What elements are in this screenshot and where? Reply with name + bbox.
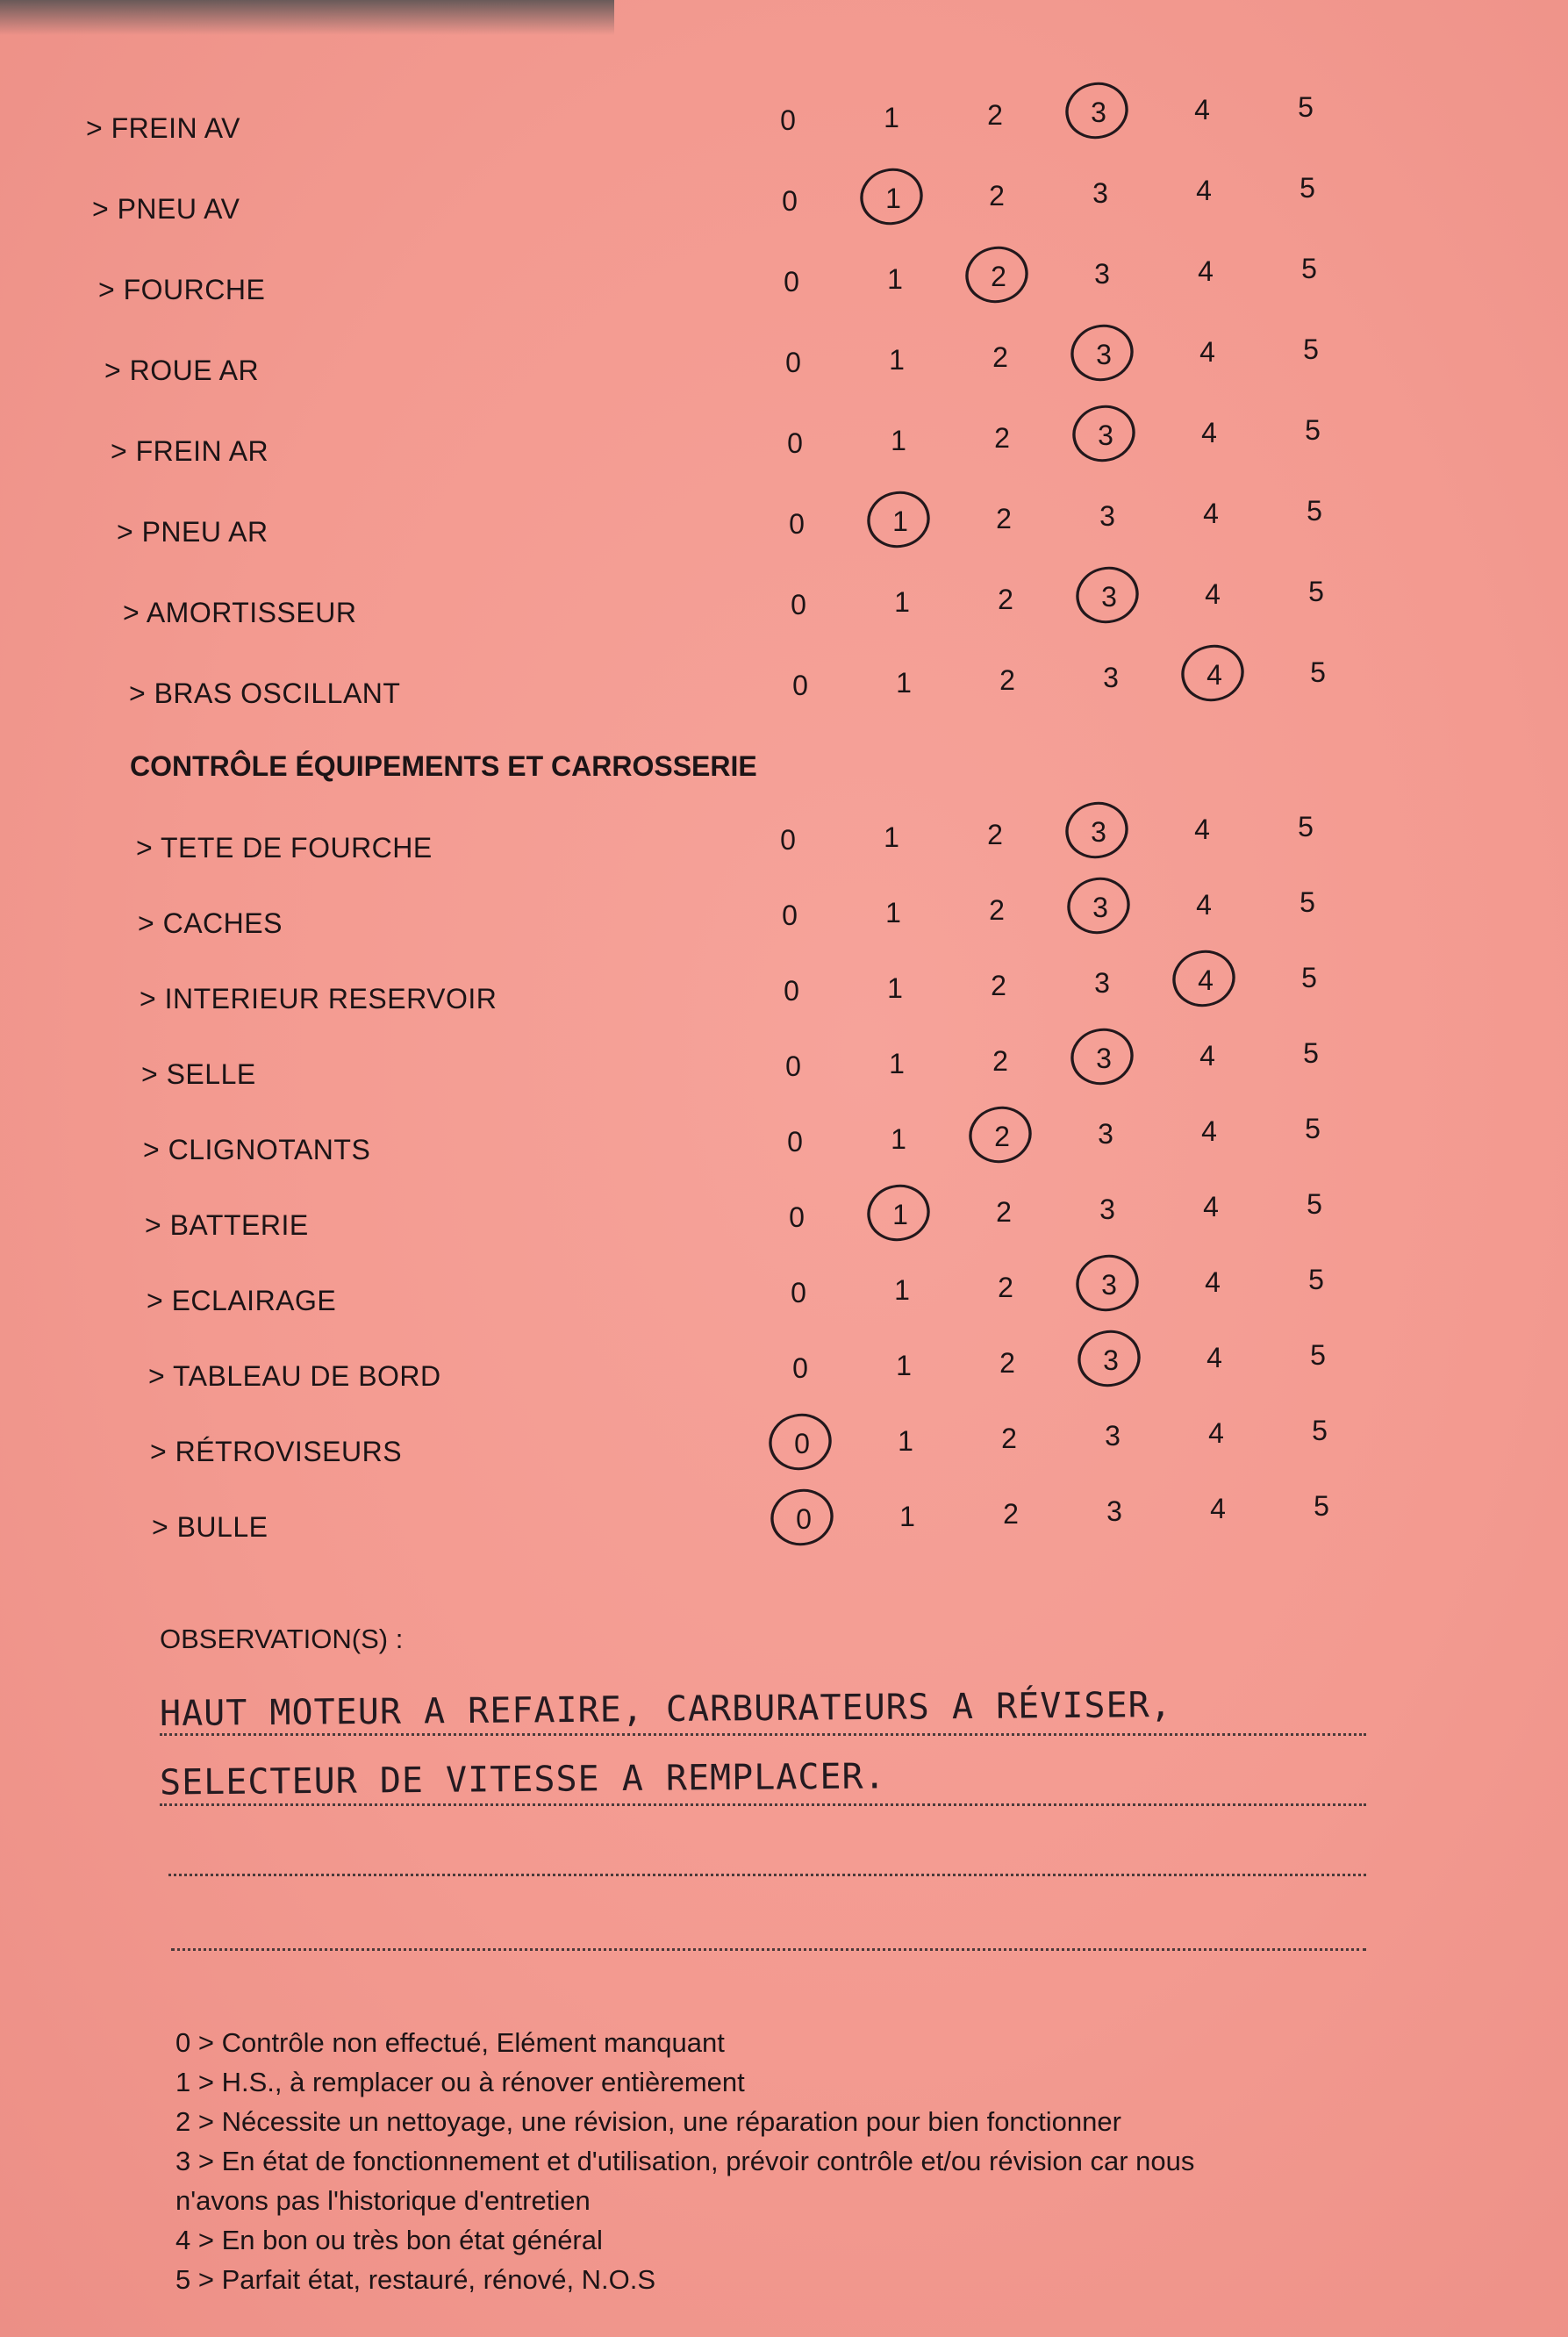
score-option-circled[interactable]: 3 xyxy=(1085,1334,1137,1387)
score-option[interactable]: 0 xyxy=(780,104,796,136)
score-option-circled[interactable]: 1 xyxy=(874,1188,927,1241)
score-option[interactable]: 0 xyxy=(791,589,806,620)
score-option[interactable]: 2 xyxy=(999,664,1015,696)
score-option[interactable]: 0 xyxy=(789,1201,805,1233)
score-option[interactable]: 4 xyxy=(1206,1342,1222,1373)
score-option[interactable]: 1 xyxy=(896,1350,912,1381)
score-option[interactable]: 5 xyxy=(1298,811,1314,842)
score-option[interactable]: 2 xyxy=(994,422,1010,454)
score-option[interactable]: 5 xyxy=(1307,1188,1322,1220)
score-option-circled[interactable]: 1 xyxy=(874,495,927,548)
observation-dotted-line-4 xyxy=(171,1948,1366,1951)
row-label: > PNEU AR xyxy=(117,516,268,548)
score-option[interactable]: 1 xyxy=(889,344,905,376)
score-option[interactable]: 1 xyxy=(894,586,910,618)
score-option[interactable]: 5 xyxy=(1310,656,1326,688)
score-option[interactable]: 1 xyxy=(896,667,912,699)
score-option-circled[interactable]: 3 xyxy=(1083,1258,1135,1311)
score-option[interactable]: 5 xyxy=(1300,886,1315,918)
row-label: > RÉTROVISEURS xyxy=(150,1436,403,1467)
score-option[interactable]: 5 xyxy=(1298,91,1314,123)
score-option[interactable]: 3 xyxy=(1106,1495,1122,1527)
score-option[interactable]: 0 xyxy=(791,1277,806,1308)
row-label: > BATTERIE xyxy=(145,1209,309,1241)
row-label: > TABLEAU DE BORD xyxy=(148,1360,441,1392)
score-option[interactable]: 0 xyxy=(787,427,803,459)
score-option-circled[interactable]: 3 xyxy=(1072,86,1125,139)
score-option[interactable]: 4 xyxy=(1210,1493,1226,1524)
score-option[interactable]: 4 xyxy=(1203,1191,1219,1222)
section-heading: CONTRÔLE ÉQUIPEMENTS ET CARROSSERIE xyxy=(130,750,757,782)
score-option-circled[interactable]: 0 xyxy=(777,1493,830,1545)
score-option[interactable]: 2 xyxy=(998,1272,1013,1303)
score-option[interactable]: 3 xyxy=(1099,500,1115,532)
score-option-circled[interactable]: 3 xyxy=(1078,1032,1130,1085)
score-option[interactable]: 5 xyxy=(1303,333,1319,365)
score-option[interactable]: 5 xyxy=(1301,253,1317,284)
row-label: > PNEU AV xyxy=(92,193,240,225)
score-option-circled[interactable]: 2 xyxy=(972,250,1025,303)
score-option[interactable]: 4 xyxy=(1205,578,1221,610)
score-option[interactable]: 4 xyxy=(1199,1040,1215,1072)
score-option[interactable]: 1 xyxy=(885,897,901,928)
score-option[interactable]: 2 xyxy=(996,503,1012,534)
score-option[interactable]: 4 xyxy=(1196,175,1212,206)
score-option[interactable]: 4 xyxy=(1201,417,1217,448)
score-option[interactable]: 5 xyxy=(1305,414,1321,446)
score-option-circled[interactable]: 0 xyxy=(776,1417,828,1470)
score-option[interactable]: 4 xyxy=(1194,814,1210,845)
score-option-circled[interactable]: 3 xyxy=(1079,409,1132,462)
score-option[interactable]: 5 xyxy=(1312,1415,1328,1446)
score-option[interactable]: 1 xyxy=(891,1123,906,1155)
score-option[interactable]: 5 xyxy=(1310,1339,1326,1371)
score-option[interactable]: 5 xyxy=(1308,1264,1324,1295)
score-option-circled[interactable]: 3 xyxy=(1072,806,1125,858)
score-option-circled[interactable]: 4 xyxy=(1179,954,1232,1007)
score-option[interactable]: 0 xyxy=(792,1352,808,1384)
score-option[interactable]: 2 xyxy=(999,1347,1015,1379)
row-label: > CACHES xyxy=(138,907,283,939)
score-option[interactable]: 4 xyxy=(1199,336,1215,368)
score-option[interactable]: 4 xyxy=(1198,255,1214,287)
score-option[interactable]: 3 xyxy=(1094,967,1110,999)
score-option[interactable]: 0 xyxy=(784,975,799,1007)
score-option[interactable]: 0 xyxy=(792,670,808,701)
legend-line-4: n'avons pas l'historique d'entretien xyxy=(175,2185,591,2216)
row-label: > BRAS OSCILLANT xyxy=(129,677,401,709)
score-option[interactable]: 5 xyxy=(1305,1113,1321,1144)
score-option[interactable]: 2 xyxy=(989,894,1005,926)
score-option[interactable]: 2 xyxy=(998,584,1013,615)
score-option[interactable]: 1 xyxy=(887,263,903,295)
row-label: > CLIGNOTANTS xyxy=(143,1134,371,1165)
row-label: > ECLAIRAGE xyxy=(147,1285,337,1316)
legend-line-5: 4 > En bon ou très bon état général xyxy=(175,2225,603,2255)
score-option[interactable]: 0 xyxy=(785,1050,801,1082)
row-label: > FREIN AR xyxy=(111,435,269,467)
score-option[interactable]: 0 xyxy=(780,824,796,856)
score-option[interactable]: 5 xyxy=(1307,495,1322,527)
score-option[interactable]: 5 xyxy=(1308,576,1324,607)
score-option[interactable]: 2 xyxy=(987,99,1003,131)
row-label: > ROUE AR xyxy=(104,355,260,386)
row-label: > BULLE xyxy=(152,1511,268,1543)
observation-line-2: SELECTEUR DE VITESSE A REMPLACER. xyxy=(159,1756,886,1803)
score-option[interactable]: 1 xyxy=(894,1274,910,1306)
score-option-circled[interactable]: 4 xyxy=(1188,649,1241,701)
legend-line-3: 3 > En état de fonctionnement et d'utilisation, prévoir contrôle et/ou révision car nous xyxy=(175,2146,1195,2176)
score-option[interactable]: 3 xyxy=(1094,258,1110,290)
score-option[interactable]: 2 xyxy=(1003,1498,1019,1530)
score-option[interactable]: 2 xyxy=(996,1196,1012,1228)
score-option[interactable]: 5 xyxy=(1300,172,1315,204)
row-label: > TETE DE FOURCHE xyxy=(136,832,433,864)
score-option[interactable]: 4 xyxy=(1205,1266,1221,1298)
score-option[interactable]: 1 xyxy=(884,102,899,133)
observation-dotted-line-2 xyxy=(160,1803,1366,1806)
score-option[interactable]: 0 xyxy=(785,347,801,378)
background-shadow xyxy=(0,0,614,35)
score-option[interactable]: 3 xyxy=(1098,1118,1113,1150)
row-label: > FREIN AV xyxy=(86,112,241,144)
observations-label: OBSERVATION(S) : xyxy=(160,1624,404,1654)
score-option[interactable]: 1 xyxy=(891,425,906,456)
score-option[interactable]: 0 xyxy=(782,900,798,931)
score-option[interactable]: 0 xyxy=(782,185,798,217)
score-option[interactable]: 3 xyxy=(1105,1420,1121,1452)
score-option[interactable]: 2 xyxy=(1001,1423,1017,1454)
row-label: > SELLE xyxy=(141,1058,256,1090)
legend-line-0: 0 > Contrôle non effectué, Elément manquant xyxy=(175,2027,725,2058)
score-option[interactable]: 0 xyxy=(789,508,805,540)
score-option[interactable]: 1 xyxy=(889,1048,905,1079)
score-option[interactable]: 4 xyxy=(1208,1417,1224,1449)
score-option[interactable]: 3 xyxy=(1099,1194,1115,1225)
score-option[interactable]: 2 xyxy=(992,341,1008,373)
observation-dotted-line-3 xyxy=(168,1874,1366,1876)
score-option[interactable]: 2 xyxy=(987,819,1003,850)
score-option-circled[interactable]: 3 xyxy=(1083,570,1135,623)
observation-dotted-line-1 xyxy=(160,1733,1366,1736)
score-option-circled[interactable]: 2 xyxy=(976,1110,1028,1163)
legend-line-2: 2 > Nécessite un nettoyage, une révision, une réparation pour bien fonctionner xyxy=(175,2106,1121,2137)
score-option[interactable]: 2 xyxy=(989,180,1005,211)
score-option-circled[interactable]: 1 xyxy=(867,172,920,225)
legend-line-6: 5 > Parfait état, restauré, rénové, N.O.S xyxy=(175,2264,656,2295)
score-option[interactable]: 3 xyxy=(1103,662,1119,693)
observation-line-1: HAUT MOTEUR A REFAIRE, CARBURATEURS A RÉVISER, xyxy=(159,1684,1172,1735)
score-option[interactable]: 1 xyxy=(887,972,903,1004)
score-option[interactable]: 5 xyxy=(1314,1490,1329,1522)
score-option[interactable]: 3 xyxy=(1092,177,1108,209)
score-option[interactable]: 4 xyxy=(1194,94,1210,125)
score-option[interactable]: 0 xyxy=(787,1126,803,1158)
score-option-circled[interactable]: 3 xyxy=(1078,328,1130,381)
score-option[interactable]: 5 xyxy=(1301,962,1317,993)
score-option[interactable]: 4 xyxy=(1201,1115,1217,1147)
row-label: > FOURCHE xyxy=(98,274,266,305)
score-option[interactable]: 1 xyxy=(898,1425,913,1457)
score-option[interactable]: 4 xyxy=(1196,889,1212,921)
score-option[interactable]: 2 xyxy=(992,1045,1008,1077)
score-option[interactable]: 1 xyxy=(884,821,899,853)
score-option[interactable]: 1 xyxy=(899,1501,915,1532)
row-label: > AMORTISSEUR xyxy=(123,597,357,628)
legend-line-1: 1 > H.S., à remplacer ou à rénover entièrement xyxy=(175,2067,745,2097)
score-option[interactable]: 5 xyxy=(1303,1037,1319,1069)
score-option[interactable]: 2 xyxy=(991,970,1006,1001)
row-label: > INTERIEUR RESERVOIR xyxy=(140,983,498,1014)
score-option[interactable]: 4 xyxy=(1203,498,1219,529)
score-option-circled[interactable]: 3 xyxy=(1074,881,1127,934)
score-option[interactable]: 0 xyxy=(784,266,799,298)
